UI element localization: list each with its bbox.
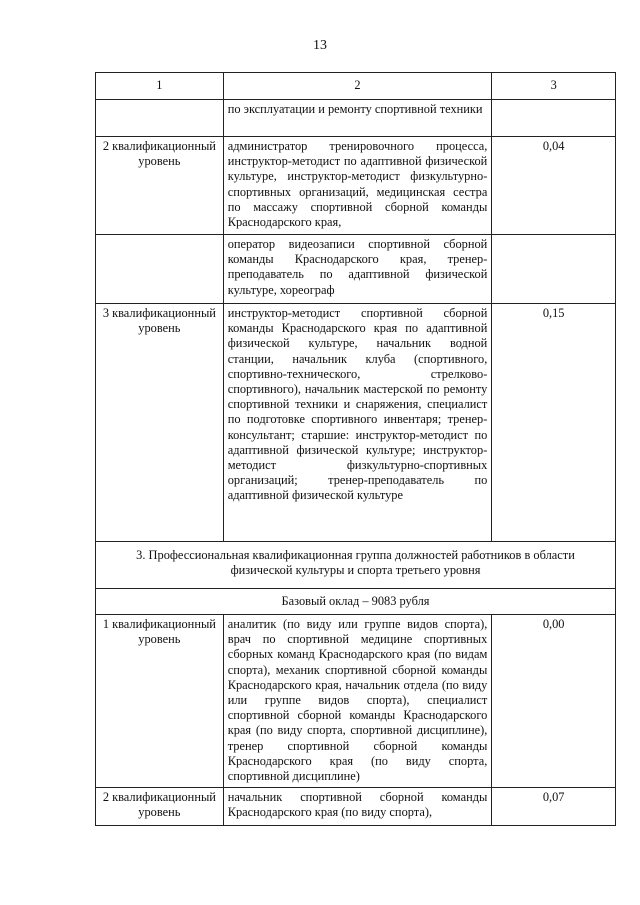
- coefficient-cell: [492, 235, 616, 304]
- table-row: [96, 615, 616, 788]
- positions-cell: инструктор-методист спортивной сборной команды Краснодарского края по адаптивной физической культуре, начальник водной станции, начальник клуба (спортивного, спортивно-технического, стрелково-спортивного), начальник мастерской по ремонту спортивной техники и снаряжения, специалист по подготовке спортивного инвентаря; тренер-консультант; старшие: инструктор-методист по адаптивной физической культуре; инструктор-методист физкультурно-спортивных организаций; тренер-преподаватель по адаптивной физической культуре: [223, 304, 492, 542]
- coefficient-cell: 0,04: [492, 137, 616, 235]
- positions-cell: аналитик (по виду или группе видов спорта), врач по спортивной медицине спортивных сборных команд Краснодарского края (по видам спорта), механик спортивной сборной команды Краснодарского края, начальник отдела (по виду или группе видов спорта), специалист спортивной сборной команды Краснодарского края (по виду спорта, спортивной дисциплине), тренер спортивной сборной команды Краснодарского края (по виду спорта, спортивной дисциплине): [223, 615, 492, 788]
- base-salary-row: [96, 589, 616, 615]
- table-row: [96, 788, 616, 826]
- positions-cell: по эксплуатации и ремонту спортивной техники: [223, 100, 492, 137]
- table-row: [96, 235, 616, 304]
- column-header: 2: [223, 73, 492, 100]
- level-cell: 1 квалификационный уровень: [96, 615, 224, 788]
- level-cell: 2 квалификационный уровень: [96, 137, 224, 235]
- table-row: [96, 100, 616, 137]
- column-header: 1: [96, 73, 224, 100]
- coefficient-cell: 0,15: [492, 304, 616, 542]
- table-header-row: [96, 73, 616, 100]
- coefficient-cell: 0,00: [492, 615, 616, 788]
- table-row: [96, 137, 616, 235]
- page-number: 13: [313, 38, 327, 53]
- level-cell: [96, 235, 224, 304]
- positions-cell: начальник спортивной сборной команды Краснодарского края (по виду спорта),: [223, 788, 492, 826]
- level-cell: [96, 100, 224, 137]
- base-salary: Базовый оклад – 9083 рубля: [96, 589, 616, 615]
- positions-cell: оператор видеозаписи спортивной сборной команды Краснодарского края, тренер-преподаватель по адаптивной физической культуре, хореограф: [223, 235, 492, 304]
- level-cell: 2 квалификационный уровень: [96, 788, 224, 826]
- table-row: [96, 304, 616, 542]
- positions-cell: администратор тренировочного процесса, инструктор-методист по адаптивной физической культуре, инструктор-методист физкультурно-спортивных организаций, медицинская сестра по массажу спортивной сборной команды Краснодарского края,: [223, 137, 492, 235]
- coefficient-cell: [492, 100, 616, 137]
- qualification-table: [95, 72, 616, 826]
- level-cell: 3 квалификационный уровень: [96, 304, 224, 542]
- coefficient-cell: 0,07: [492, 788, 616, 826]
- group-heading: 3. Профессиональная квалификационная группа должностей работников в области физической культуры и спорта третьего уровня: [96, 542, 616, 589]
- group-heading-row: [96, 542, 616, 589]
- column-header: 3: [492, 73, 616, 100]
